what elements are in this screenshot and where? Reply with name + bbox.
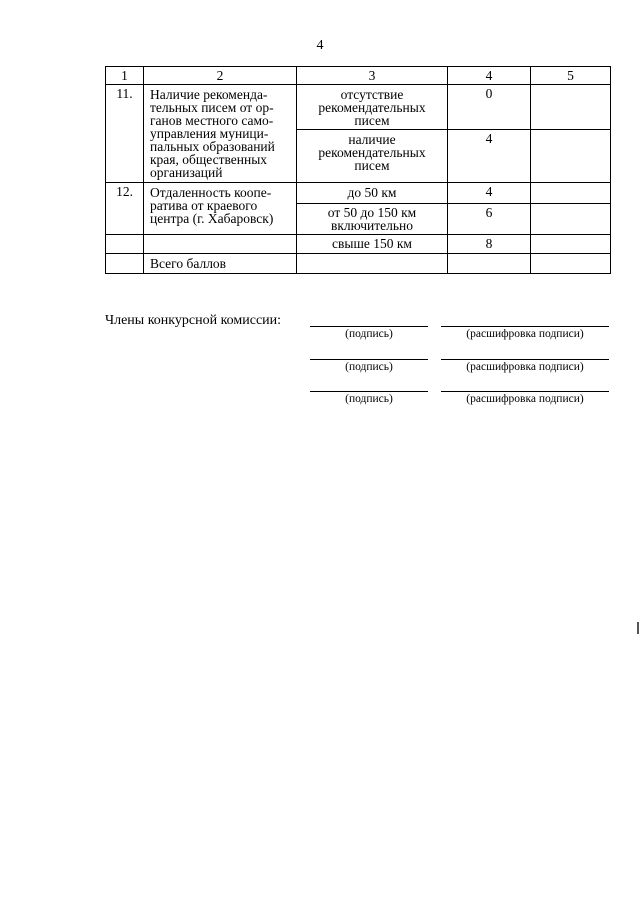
option-score — [448, 254, 531, 274]
row-number — [106, 254, 144, 274]
option-text: свыше 150 км — [297, 235, 448, 254]
signature-line — [310, 326, 428, 327]
row-number — [106, 235, 144, 254]
points-cell — [531, 183, 611, 204]
option-score: 0 — [448, 85, 531, 130]
points-cell — [531, 130, 611, 183]
row-number: 12. — [106, 183, 144, 235]
criteria-table — [105, 66, 611, 274]
signature-line — [310, 359, 428, 360]
total-label: Всего баллов — [144, 254, 297, 274]
option-text: от 50 до 150 км включительно — [297, 204, 448, 235]
signature-decoding-line — [441, 391, 609, 392]
signature-caption: (подпись) — [345, 393, 393, 405]
option-score: 4 — [448, 130, 531, 183]
points-cell — [531, 235, 611, 254]
option-score: 8 — [448, 235, 531, 254]
option-text: отсутствие рекомендательных писем — [297, 85, 448, 130]
header-col-5: 5 — [531, 67, 611, 85]
page-number: 4 — [316, 38, 324, 53]
commission-members-label: Члены конкурсной комиссии: — [105, 313, 282, 328]
row-number: 11. — [106, 85, 144, 183]
points-cell — [531, 254, 611, 274]
option-text: наличие рекомендательных писем — [297, 130, 448, 183]
header-col-2: 2 — [144, 67, 297, 85]
header-col-1: 1 — [106, 67, 144, 85]
option-text — [297, 254, 448, 274]
table-row — [106, 183, 611, 204]
signature-decoding-line — [441, 326, 609, 327]
table-row — [106, 235, 611, 254]
header-col-3: 3 — [297, 67, 448, 85]
option-text: до 50 км — [297, 183, 448, 204]
criterion-text — [144, 235, 297, 254]
criterion-text: Наличие рекоменда- тельных писем от ор- ганов местного само- управления муници- пальных образований края, общественных организаций — [144, 85, 297, 183]
points-cell — [531, 85, 611, 130]
signature-caption: (подпись) — [345, 361, 393, 373]
signature-decoding-caption: (расшифровка подписи) — [466, 328, 584, 340]
criterion-text: Отдаленность коопе- ратива от краевого центра (г. Хабаровск) — [144, 183, 297, 235]
signature-decoding-caption: (расшифровка подписи) — [466, 393, 584, 405]
signature-decoding-caption: (расшифровка подписи) — [466, 361, 584, 373]
signature-decoding-line — [441, 359, 609, 360]
scan-edge-mark — [637, 622, 639, 634]
option-score: 4 — [448, 183, 531, 204]
table-header-row — [106, 67, 611, 85]
signature-row — [0, 326, 640, 356]
points-cell — [531, 204, 611, 235]
signature-caption: (подпись) — [345, 328, 393, 340]
signature-row — [0, 391, 640, 421]
table-row — [106, 85, 611, 130]
total-row — [106, 254, 611, 274]
signature-row — [0, 359, 640, 389]
header-col-4: 4 — [448, 67, 531, 85]
signature-line — [310, 391, 428, 392]
option-score: 6 — [448, 204, 531, 235]
